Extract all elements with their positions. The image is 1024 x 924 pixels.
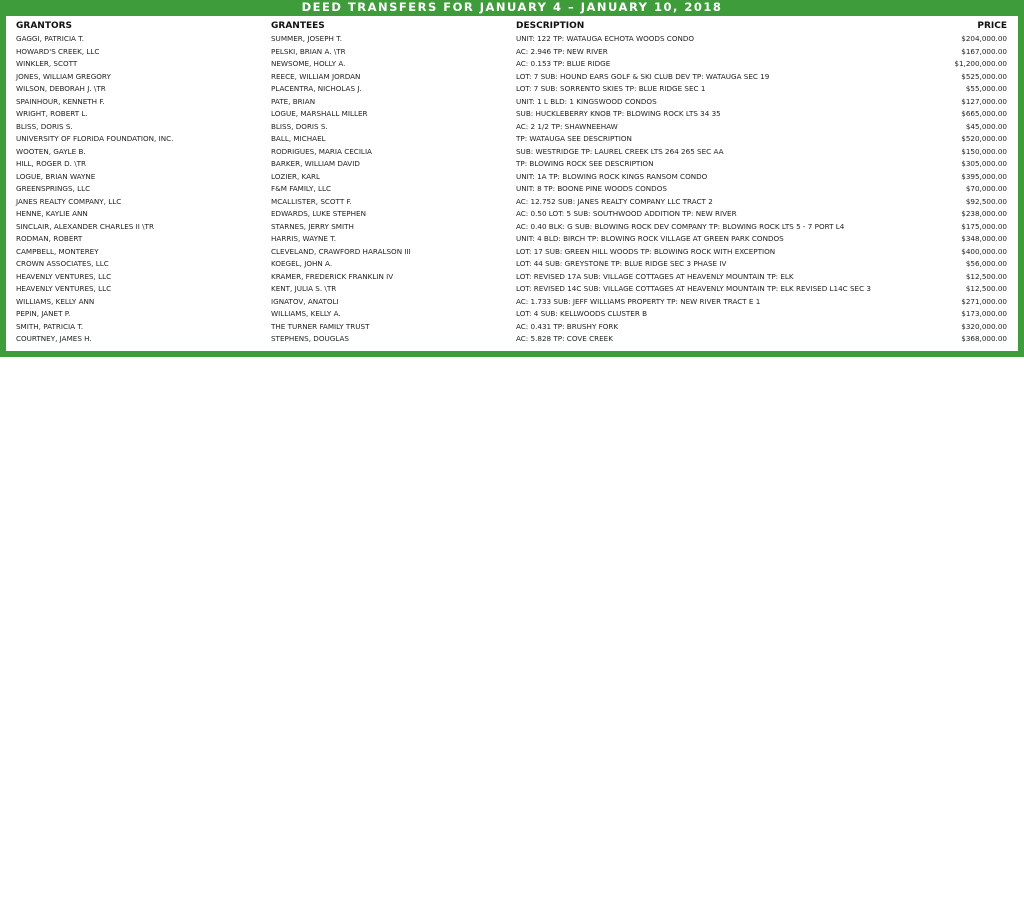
table-row <box>16 333 1007 346</box>
deed-transfers-frame <box>0 0 1024 357</box>
description-cell: LOT: 4 SUB: KELLWOODS CLUSTER B <box>516 309 648 318</box>
description-cell: AC: 12.752 SUB: JANES REALTY COMPANY LLC TRACT 2 <box>516 196 713 206</box>
table-row <box>16 221 1007 234</box>
grantor-cell: WINKLER, SCOTT <box>16 59 78 68</box>
price-cell: $12,500.00 <box>965 284 1007 293</box>
table-row <box>16 46 1007 59</box>
grantor-cell: HEAVENLY VENTURES, LLC <box>16 271 112 281</box>
description-cell: TP: WATAUGA SEE DESCRIPTION <box>516 134 632 143</box>
price-cell: $92,500.00 <box>965 196 1007 206</box>
description-cell: LOT: 7 SUB: SORRENTO SKIES TP: BLUE RIDGE SEC 1 <box>516 84 706 93</box>
price-cell: $127,000.00 <box>961 96 1007 106</box>
table-row <box>16 308 1007 321</box>
grantor-cell: WRIGHT, ROBERT L. <box>16 109 88 118</box>
grantor-cell: HEAVENLY VENTURES, LLC <box>16 284 112 293</box>
price-cell: $204,000.00 <box>961 34 1007 43</box>
description-cell: SUB: WESTRIDGE TP: LAUREL CREEK LTS 264 265 SEC AA <box>516 146 724 156</box>
description-cell: UNIT: 1A TP: BLOWING ROCK KINGS RANSOM CONDO <box>516 171 708 181</box>
header-row <box>16 19 1007 33</box>
grantor-cell: SINCLAIR, ALEXANDER CHARLES II \TR <box>16 221 154 231</box>
grantee-cell: LOGUE, MARSHALL MILLER <box>271 109 368 118</box>
grantee-cell: KRAMER, FREDERICK FRANKLIN IV <box>271 271 394 281</box>
grantor-cell: CAMPBELL, MONTEREY <box>16 246 99 256</box>
table-row <box>16 58 1007 71</box>
grantee-cell: PELSKI, BRIAN A. \TR <box>271 46 346 56</box>
grantors-header: GRANTORS <box>16 21 73 31</box>
price-cell: $150,000.00 <box>961 146 1007 156</box>
grantee-cell: SUMMER, JOSEPH T. <box>271 34 343 43</box>
grantee-cell: F&M FAMILY, LLC <box>271 184 331 193</box>
price-header: PRICE <box>977 21 1007 31</box>
table-row <box>16 233 1007 246</box>
price-cell: $320,000.00 <box>961 321 1007 331</box>
table-row <box>16 121 1007 134</box>
grantee-cell: THE TURNER FAMILY TRUST <box>271 321 370 331</box>
description-cell: LOT: 44 SUB: GREYSTONE TP: BLUE RIDGE SEC 3 PHASE IV <box>516 259 727 268</box>
grantee-cell: BARKER, WILLIAM DAVID <box>271 159 360 168</box>
description-cell: AC: 5.828 TP: COVE CREEK <box>516 334 613 343</box>
grantor-cell: RODMAN, ROBERT <box>16 234 83 243</box>
grantor-cell: GREENSPRINGS, LLC <box>16 184 91 193</box>
table-row <box>16 196 1007 209</box>
price-cell: $70,000.00 <box>965 184 1007 193</box>
description-cell: AC: 1.733 SUB: JEFF WILLIAMS PROPERTY TP: NEW RIVER TRACT E 1 <box>516 296 761 306</box>
table-row <box>16 158 1007 171</box>
price-cell: $348,000.00 <box>961 234 1007 243</box>
grantee-cell: CLEVELAND, CRAWFORD HARALSON III <box>271 246 411 256</box>
description-cell: UNIT: 122 TP: WATAUGA ECHOTA WOODS CONDO <box>516 34 695 43</box>
description-cell: LOT: REVISED 14C SUB: VILLAGE COTTAGES AT HEAVENLY MOUNTAIN TP: ELK REVISED L14C SEC 3 <box>516 284 871 293</box>
grantor-cell: LOGUE, BRIAN WAYNE <box>16 171 96 181</box>
grantee-cell: HARRIS, WAYNE T. <box>271 234 337 243</box>
grantee-cell: KENT, JULIA S. \TR <box>271 284 337 293</box>
price-cell: $520,000.00 <box>961 134 1007 143</box>
description-cell: UNIT: 8 TP: BOONE PINE WOODS CONDOS <box>516 184 667 193</box>
grantor-cell: HILL, ROGER D. \TR <box>16 159 87 168</box>
description-cell: LOT: 7 SUB: HOUND EARS GOLF & SKI CLUB DEV TP: WATAUGA SEC 19 <box>516 71 770 81</box>
price-cell: $305,000.00 <box>961 159 1007 168</box>
table-row <box>16 83 1007 96</box>
grantee-cell: REECE, WILLIAM JORDAN <box>271 71 361 81</box>
table-panel <box>6 16 1018 351</box>
table-row <box>16 171 1007 184</box>
table-body <box>16 33 1007 346</box>
price-cell: $665,000.00 <box>961 109 1007 118</box>
price-cell: $395,000.00 <box>961 171 1007 181</box>
price-cell: $238,000.00 <box>961 209 1007 218</box>
grantor-cell: WILSON, DEBORAH J. \TR <box>16 84 106 93</box>
price-cell: $55,000.00 <box>965 84 1007 93</box>
grantor-cell: BLISS, DORIS S. <box>16 121 73 131</box>
grantee-cell: LOZIER, KARL <box>271 171 321 181</box>
grantor-cell: CROWN ASSOCIATES, LLC <box>16 259 109 268</box>
grantee-cell: RODRIGUES, MARIA CECILIA <box>271 146 372 156</box>
description-cell: TP: BLOWING ROCK SEE DESCRIPTION <box>516 159 654 168</box>
grantee-cell: NEWSOME, HOLLY A. <box>271 59 346 68</box>
table-row <box>16 258 1007 271</box>
description-cell: AC: 2.946 TP: NEW RIVER <box>516 46 608 56</box>
table-header <box>16 19 1007 33</box>
table-row <box>16 283 1007 296</box>
grantee-cell: IGNATOV, ANATOLI <box>271 296 339 306</box>
table-row <box>16 108 1007 121</box>
description-cell: UNIT: 4 BLD: BIRCH TP: BLOWING ROCK VILLAGE AT GREEN PARK CONDOS <box>516 234 784 243</box>
grantor-cell: COURTNEY, JAMES H. <box>16 334 92 343</box>
description-cell: LOT: REVISED 17A SUB: VILLAGE COTTAGES AT HEAVENLY MOUNTAIN TP: ELK <box>516 271 794 281</box>
grantor-cell: UNIVERSITY OF FLORIDA FOUNDATION, INC. <box>16 134 174 143</box>
description-cell: SUB: HUCKLEBERRY KNOB TP: BLOWING ROCK LTS 34 35 <box>516 109 721 118</box>
price-cell: $12,500.00 <box>965 271 1007 281</box>
price-cell: $368,000.00 <box>961 334 1007 343</box>
price-cell: $525,000.00 <box>961 71 1007 81</box>
grantee-cell: EDWARDS, LUKE STEPHEN <box>271 209 366 218</box>
grantee-cell: MCALLISTER, SCOTT F. <box>271 196 352 206</box>
description-cell: AC: 0.40 BLK: G SUB: BLOWING ROCK DEV COMPANY TP: BLOWING ROCK LTS 5 - 7 PORT L4 <box>516 221 845 231</box>
page-title: DEED TRANSFERS FOR JANUARY 4 – JANUARY 10, 2018 <box>301 0 723 14</box>
table-row <box>16 146 1007 159</box>
grantor-cell: GAGGI, PATRICIA T. <box>16 34 85 43</box>
description-cell: AC: 2 1/2 TP: SHAWNEEHAW <box>516 121 618 131</box>
grantee-cell: BLISS, DORIS S. <box>271 121 328 131</box>
grantees-header: GRANTEES <box>271 21 325 31</box>
price-cell: $167,000.00 <box>961 46 1007 56</box>
price-cell: $175,000.00 <box>961 221 1007 231</box>
grantee-cell: STARNES, JERRY SMITH <box>271 221 354 231</box>
price-cell: $400,000.00 <box>961 246 1007 256</box>
price-cell: $173,000.00 <box>961 309 1007 318</box>
grantee-cell: BALL, MICHAEL <box>271 134 326 143</box>
table-row <box>16 133 1007 146</box>
grantee-cell: KOEGEL, JOHN A. <box>271 259 333 268</box>
table-row <box>16 71 1007 84</box>
grantor-cell: SMITH, PATRICIA T. <box>16 321 84 331</box>
grantor-cell: HOWARD'S CREEK, LLC <box>16 46 100 56</box>
description-cell: AC: 0.50 LOT: 5 SUB: SOUTHWOOD ADDITION TP: NEW RIVER <box>516 209 737 218</box>
description-cell: UNIT: 1 L BLD: 1 KINGSWOOD CONDOS <box>516 96 657 106</box>
description-cell: AC: 0.431 TP: BRUSHY FORK <box>516 321 619 331</box>
price-cell: $1,200,000.00 <box>954 59 1007 68</box>
grantor-cell: PEPIN, JANET P. <box>16 309 71 318</box>
deed-transfers-table <box>16 19 1007 346</box>
table-row <box>16 33 1007 46</box>
description-cell: AC: 0.153 TP: BLUE RIDGE <box>516 59 611 68</box>
table-row <box>16 321 1007 334</box>
table-row <box>16 96 1007 109</box>
table-row <box>16 271 1007 284</box>
table-row <box>16 208 1007 221</box>
grantor-cell: SPAINHOUR, KENNETH F. <box>16 96 105 106</box>
table-row <box>16 296 1007 309</box>
grantor-cell: HENNE, KAYLIE ANN <box>16 209 88 218</box>
description-cell: LOT: 17 SUB: GREEN HILL WOODS TP: BLOWING ROCK WITH EXCEPTION <box>516 246 776 256</box>
grantor-cell: WOOTEN, GAYLE B. <box>16 146 86 156</box>
grantee-cell: STEPHENS, DOUGLAS <box>271 334 349 343</box>
description-header: DESCRIPTION <box>516 21 585 31</box>
table-row <box>16 246 1007 259</box>
price-cell: $271,000.00 <box>961 296 1007 306</box>
table-row <box>16 183 1007 196</box>
grantee-cell: PATE, BRIAN <box>271 96 316 106</box>
grantor-cell: JANES REALTY COMPANY, LLC <box>16 196 122 206</box>
grantee-cell: WILLIAMS, KELLY A. <box>271 309 341 318</box>
grantor-cell: JONES, WILLIAM GREGORY <box>16 71 111 81</box>
price-cell: $45,000.00 <box>965 121 1007 131</box>
price-cell: $56,000.00 <box>965 259 1007 268</box>
grantor-cell: WILLIAMS, KELLY ANN <box>16 296 95 306</box>
grantee-cell: PLACENTRA, NICHOLAS J. <box>271 84 362 93</box>
